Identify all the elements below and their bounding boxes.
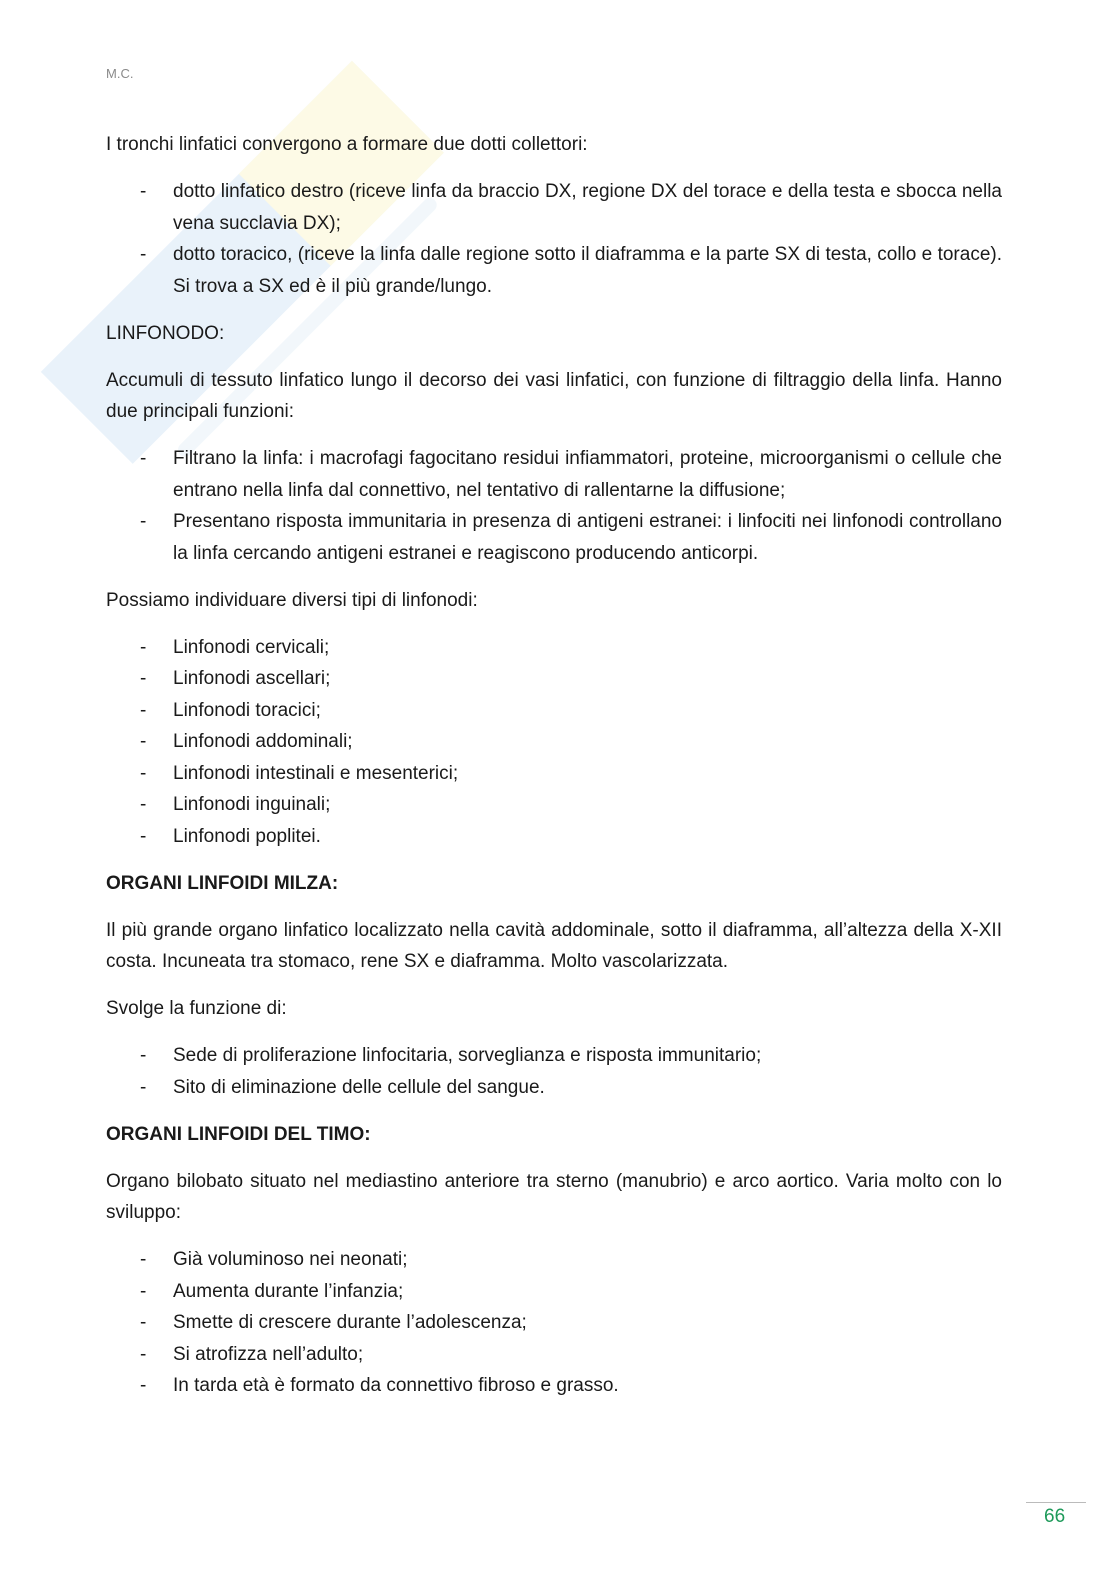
list-item: - Linfonodi cervicali; (140, 636, 330, 658)
list-item: - Sito di eliminazione delle cellule del sangue. (140, 1076, 545, 1098)
section-title-timo: ORGANI LINFOIDI DEL TIMO: (106, 1123, 371, 1145)
timo-list (106, 1244, 1002, 1402)
list-item: - Linfonodi inguinali; (140, 794, 331, 815)
section-title-linfonodo: LINFONODO: (106, 322, 225, 344)
footer-divider (1026, 1502, 1086, 1503)
tipi-intro: Possiamo individuare diversi tipi di linfonodi: (106, 589, 478, 611)
intro-paragraph: I tronchi linfatici convergono a formare due dotti collettori: (106, 134, 588, 155)
linfonodo-paragraph: Accumuli di tessuto linfatico lungo il decorso dei vasi linfatici, con funzione di filtraggio della linfa. Hanno due principali funzioni: (106, 369, 1002, 422)
tipi-list (106, 632, 1002, 853)
list-item: - Linfonodi toracici; (140, 699, 321, 721)
page-number: 66 (1044, 1506, 1066, 1527)
list-item: - Sede di proliferazione linfocitaria, sorveglianza e risposta immunitario; (140, 1045, 762, 1066)
list-item: - Linfonodi poplitei. (140, 825, 321, 847)
list-item: - Linfonodi ascellari; (140, 668, 331, 689)
list-item: - Aumenta durante l’infanzia; (140, 1280, 404, 1302)
list-item: - Presentano risposta immunitaria in presenza di antigeni estranei: i linfociti nei linfonodi controllano la linfa cercando antigeni estranei e reagiscono producendo anticorpi. (140, 511, 1002, 564)
timo-paragraph: Organo bilobato situato nel mediastino anteriore tra sterno (manubrio) e arco aortico. Varia molto con lo sviluppo: (106, 1170, 1002, 1223)
list-item: - Già voluminoso nei neonati; (140, 1249, 408, 1270)
milza-function-intro: Svolge la funzione di: (106, 998, 287, 1019)
list-item: - Si atrofizza nell’adulto; (140, 1343, 364, 1365)
header-author: M.C. (106, 66, 134, 81)
list-item: - dotto toracico, (riceve la linfa dalle regione sotto il diaframma e la parte SX di testa, collo e torace). Si trova a SX ed è il più grande/lungo. (140, 244, 1002, 297)
list-item: - dotto linfatico destro (riceve linfa da braccio DX, regione DX del torace e della testa e sbocca nella vena succlavia DX); (140, 181, 1002, 234)
milza-paragraph: Il più grande organo linfatico localizzato nella cavità addominale, sotto il diaframma, all’altezza della X-XII costa. Incuneata tra stomaco, rene SX e diaframma. Molto vascolarizzata. (106, 919, 1002, 972)
list-item: - Filtrano la linfa: i macrofagi fagocitano residui infiammatori, proteine, microorganismi o cellule che entrano nella linfa dal connettivo, nel tentativo di rallentarne la diffusione; (140, 448, 1002, 501)
list-item: - Smette di crescere durante l’adolescenza; (140, 1312, 527, 1333)
list-item: - Linfonodi addominali; (140, 731, 353, 752)
dotti-list (106, 176, 1002, 302)
list-item: - In tarda età è formato da connettivo fibroso e grasso. (140, 1375, 619, 1396)
section-title-milza: ORGANI LINFOIDI MILZA: (106, 872, 339, 894)
funzioni-list (106, 443, 1002, 569)
list-item: - Linfonodi intestinali e mesenterici; (140, 762, 459, 784)
page-body (106, 0, 1002, 1402)
milza-list (106, 1040, 1002, 1103)
